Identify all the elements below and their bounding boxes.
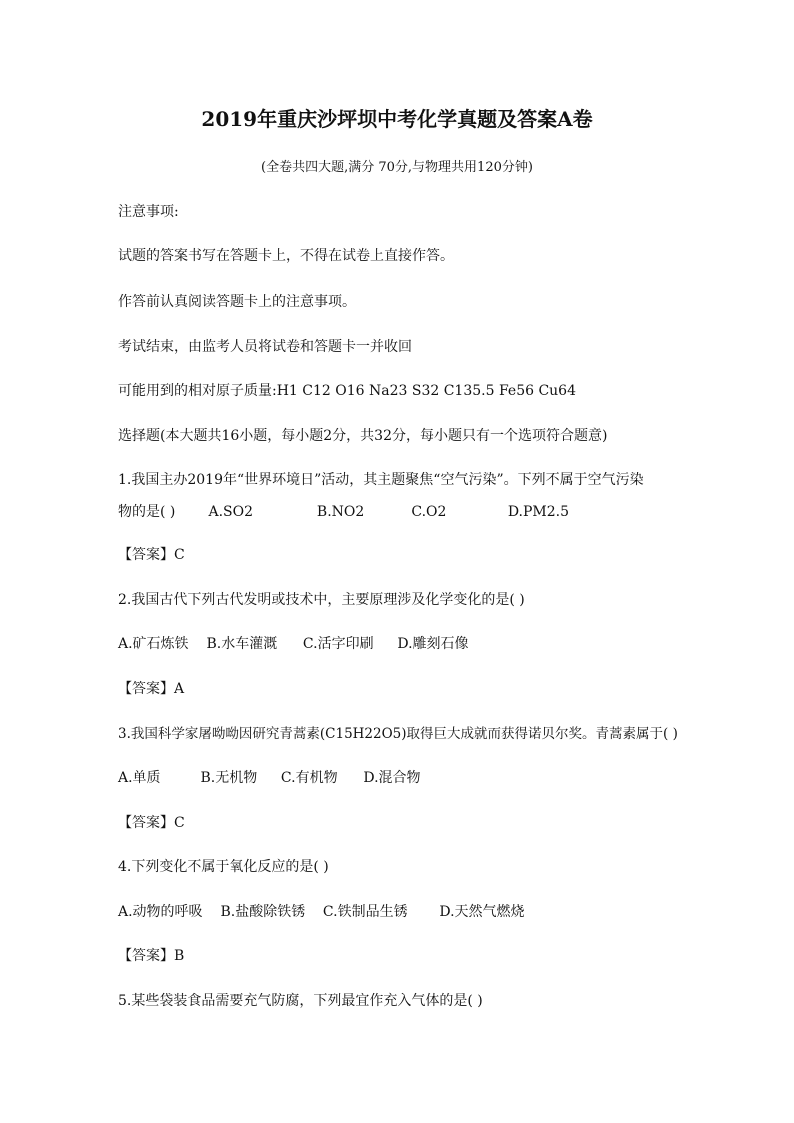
question-stem-cont: 物的是( ) — [118, 504, 176, 520]
option-d: D.天然气燃烧 — [439, 904, 525, 920]
question-options — [118, 503, 569, 521]
notice-heading: 注意事项: — [118, 204, 179, 220]
page-title: 2019年重庆沙坪坝中考化学真题及答案A卷 — [201, 107, 593, 131]
option-a: A.动物的呼吸 — [118, 904, 203, 920]
notice-item: 作答前认真阅读答题卡上的注意事项。 — [118, 294, 356, 310]
answer: 【答案】C — [118, 815, 185, 831]
atomic-mass-line: 可能用到的相对原子质量:H1 C12 O16 Na23 S32 C135.5 Fe56 Cu64 — [118, 383, 577, 399]
question-stem: 2.我国古代下列古代发明或技术中，主要原理涉及化学变化的是( ) — [118, 592, 525, 608]
notice-item: 试题的答案书写在答题卡上，不得在试卷上直接作答。 — [118, 248, 454, 264]
question-options — [118, 769, 421, 787]
page-subtitle: (全卷共四大题,满分 70分,与物理共用120分钟) — [261, 160, 533, 175]
option-b: B.水车灌溉 — [206, 636, 278, 652]
question-stem: 5.某些袋装食品需要充气防腐，下列最宜作充入气体的是( ) — [118, 993, 483, 1009]
section-heading: 选择题(本大题共16小题，每小题2分，共32分，每小题只有一个选项符合题意) — [118, 428, 608, 444]
notice-item: 考试结束，由监考人员将试卷和答题卡一并收回 — [118, 339, 412, 355]
question-options — [118, 635, 469, 653]
question-options — [118, 903, 525, 921]
option-c: C.活字印刷 — [302, 636, 374, 652]
question-stem: 3.我国科学家屠呦呦因研究青蒿素(C15H22O5)取得巨大成就而获得诺贝尔奖。青蒿素属于( ) — [118, 726, 678, 742]
answer: 【答案】B — [118, 948, 185, 964]
option-a: A.矿石炼铁 — [118, 636, 189, 652]
option-b: B.NO2 — [316, 504, 365, 520]
answer: 【答案】A — [118, 681, 185, 697]
question-stem: 1.我国主办2019年“世界环境日”活动，其主题聚焦“空气污染”。下列不属于空气污染 — [118, 472, 644, 488]
option-c: C.有机物 — [280, 770, 338, 786]
option-a: A.单质 — [118, 770, 161, 786]
option-c: C.O2 — [411, 504, 447, 520]
answer: 【答案】C — [118, 547, 185, 563]
option-b: B.无机物 — [200, 770, 258, 786]
option-d: D.混合物 — [363, 770, 421, 786]
option-d: D.雕刻石像 — [397, 636, 469, 652]
option-d: D.PM2.5 — [507, 504, 570, 520]
option-c: C.铁制品生锈 — [322, 904, 408, 920]
option-a: A.SO2 — [208, 504, 253, 520]
question-stem: 4.下列变化不属于氧化反应的是( ) — [118, 859, 329, 875]
option-b: B.盐酸除铁锈 — [220, 904, 306, 920]
